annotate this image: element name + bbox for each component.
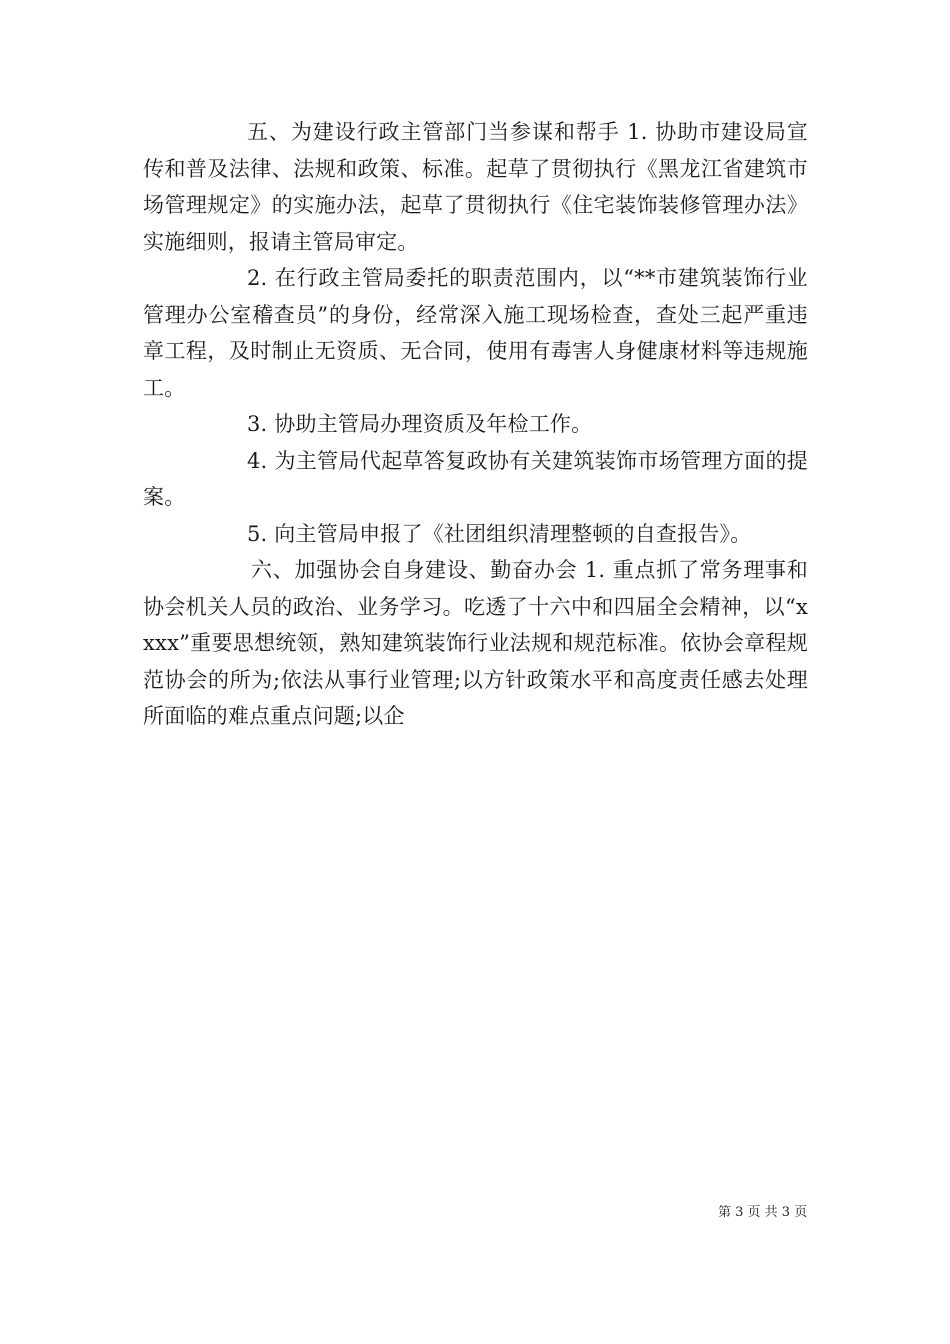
paragraph-item-5: 5. 向主管局申报了《社团组织清理整顿的自查报告》。 [247, 521, 752, 546]
page-number-footer: 第 3 页 共 3 页 [718, 1205, 808, 1220]
paragraph-item-3: 3. 协助主管局办理资质及年检工作。 [247, 412, 593, 436]
paragraph-section-six: 六、加强协会自身建设、勤奋办会 1. 重点抓了常务理事和协会机关人员的政治、业务学习。吃透了十六中和四届全会精神，以“xxxx”重要思想统领，熟知建筑装饰行业法规和规范标准。依协会章程规范协会的所为;依法从事行业管理;以方针政策水平和高度责任感去处理所面临的难点重点问题;以企 [143, 558, 808, 728]
paragraph-item-2: 2. 在行政主管局委托的职责范围内，以“**市建筑装饰行业管理办公室稽查员”的身份，经常深入施工现场检查，查处三起严重违章工程，及时制止无资质、无合同，使用有毒害人身健康材料等违规施工。 [143, 266, 808, 400]
paragraph-item-4: 4. 为主管局代起草答复政协有关建筑装饰市场管理方面的提案。 [143, 448, 808, 509]
paragraph-section-five: 五、为建设行政主管部门当参谋和帮手 1. 协助市建设局宣传和普及法律、法规和政策、标准。起草了贯彻执行《黑龙江省建筑市场管理规定》的实施办法，起草了贯彻执行《住宅装饰装修管理办法》实施细则，报请主管局审定。 [143, 120, 808, 254]
document-body [143, 114, 808, 735]
